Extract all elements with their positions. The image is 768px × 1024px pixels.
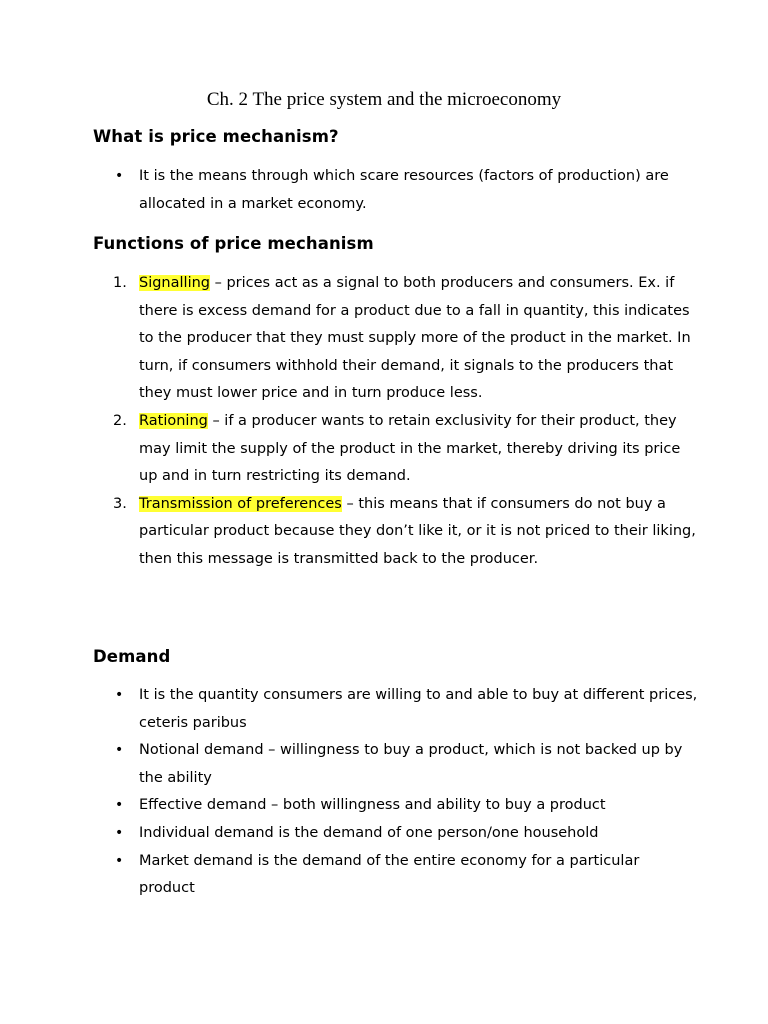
- bullet-icon: •: [115, 852, 124, 869]
- list-item-text: – if a producer wants to retain exclusivity for their product, they may limit the supply of the product in the market, thereby driving its price up and in turn restricting its demand.: [139, 412, 681, 485]
- list-number: 3.: [113, 495, 127, 512]
- heading-functions-of-price-mechanism: Functions of price mechanism: [93, 234, 374, 253]
- list-item-text: Market demand is the demand of the entire economy for a particular product: [139, 852, 640, 897]
- heading-what-is-price-mechanism: What is price mechanism?: [93, 127, 339, 146]
- bullet-icon: •: [115, 168, 124, 184]
- list-item-text: Notional demand – willingness to buy a product, which is not backed up by the ability: [139, 742, 683, 786]
- highlighted-term: Signalling: [139, 275, 210, 291]
- list-item: [108, 682, 698, 737]
- list-item-text: – this means that if consumers do not buy a particular product because they don’t like it, or it is not priced to their liking, then this message is transmitted back to the producer.: [139, 495, 696, 567]
- list-item: [108, 163, 698, 218]
- bullet-icon: •: [115, 742, 124, 759]
- functions-numbered-list: [108, 270, 698, 574]
- list-item-text: It is the quantity consumers are willing to and able to buy at different prices, ceteris paribus: [139, 687, 698, 731]
- list-item-rationing: [108, 408, 698, 491]
- list-number: 1.: [113, 275, 127, 291]
- list-item-transmission-of-preferences: [108, 491, 698, 574]
- document-title: Ch. 2 The price system and the microeconomy: [206, 89, 562, 110]
- demand-bullet-list: [108, 682, 698, 903]
- list-item: [108, 820, 698, 848]
- highlighted-term: Transmission of preferences: [139, 495, 342, 512]
- bullet-icon: •: [115, 824, 124, 841]
- highlighted-term: Rationing: [139, 412, 208, 429]
- list-item: [108, 848, 698, 903]
- list-item: [108, 737, 698, 792]
- bullet-icon: •: [115, 797, 124, 814]
- list-item-signalling: [108, 270, 698, 408]
- list-item: [108, 792, 698, 820]
- price-mechanism-bullet-list: [108, 163, 698, 218]
- bullet-icon: •: [115, 687, 124, 703]
- list-number: 2.: [113, 412, 127, 429]
- list-item-text: Individual demand is the demand of one person/one household: [139, 824, 599, 841]
- list-item-text: It is the means through which scare resources (factors of production) are allocated in a market economy.: [139, 168, 669, 212]
- list-item-text: – prices act as a signal to both producers and consumers. Ex. if there is excess demand for a product due to a fall in quantity, this indicates to the producer that they must supply more of the product in the market. In turn, if consumers withhold their demand, it signals to the producers that they must lower price and in turn produce less.: [139, 275, 691, 402]
- list-item-text: Effective demand – both willingness and ability to buy a product: [139, 797, 606, 814]
- heading-demand: Demand: [93, 647, 171, 666]
